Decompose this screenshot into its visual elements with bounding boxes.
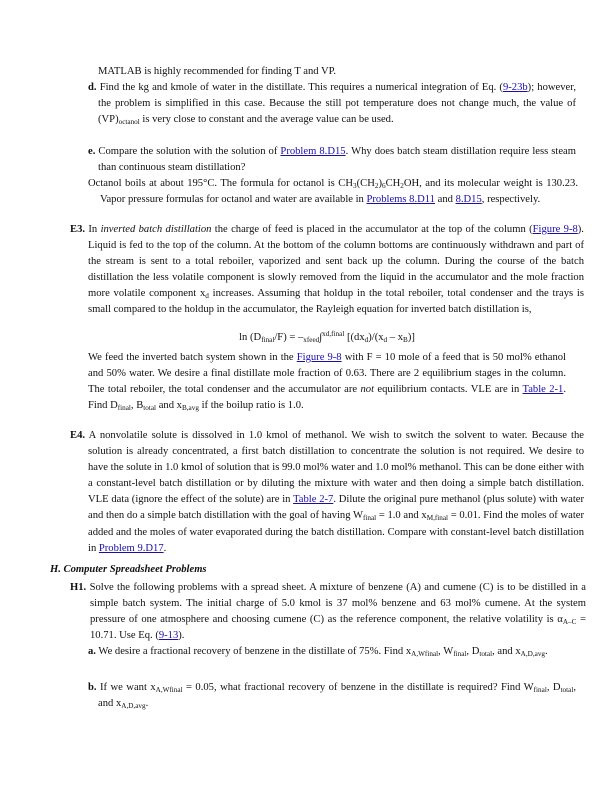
figure-9-8-link-2[interactable]: Figure 9-8 bbox=[296, 352, 342, 363]
eq-9-23b-link[interactable]: 9-23b bbox=[502, 82, 528, 93]
problem-e4: E4. A nonvolatile solute is dissolved in 1.0 kmol of methanol. We wish to switch the solvent to water. Because the solution is already concentrated, a first batch distillation to concentrate the solution is not required. We desire to have the solute in 1.0 kmol of solution that is 99.0 mol% water and 1.0 mol% methanol. This can be done either with a constant-level batch distillation or by diluting the mixture with water and then doing a simple batch distillation. VLE data (ignore the effect of the solute) are in Table 2-7. Dilute the original pure methanol (plus solute) with water and then do a simple batch distillation with the goal of having $W_{final} = 1.0$ and $x_{M,final} = 0.01$. Find the moles of water added and the moles of water evaporated during the batch distillation. Compare with constant-level batch distillation in Problem 9.D17. bbox=[70, 430, 584, 554]
figure-9-8-link[interactable]: Figure 9-8 bbox=[532, 224, 578, 235]
table-2-7-link[interactable]: Table 2-7 bbox=[293, 494, 334, 506]
feed-paragraph: We feed the inverted batch system shown in the Figure 9-8 with F = 10 mole of a feed that is 50 mol% ethanol and 50% water. We desire a final distillate mole fraction of 0.63. There are 2 equilibrium stages in the column. The total reboiler, the total condenser and the accumulator are not equilibrium contacts. VLE are in Table 2-1. Find $D_{final}$, $B_{total}$ and $x_{B,avg}$ if the boilup ratio is 1.0. bbox=[88, 352, 566, 413]
problem-8d15-link[interactable]: Problem 8.D15 bbox=[280, 146, 346, 157]
rayleigh-equation: $\ln (D_{final}/F) = -_{xfeed}\int^{xd,final}$ $[(dx_d)/(x_d - x_B)]$ bbox=[239, 330, 415, 344]
table-2-1-link[interactable]: Table 2-1 bbox=[522, 384, 564, 396]
item-h1b: b. If we want $x_{A,Wfinal} = 0.05$, what fractional recovery of benzene in the distillate is required? Find $W_{final}$, $D_{total}$, and $x_{A,D,avg}$. bbox=[88, 682, 576, 711]
problem-8d15-link-2[interactable]: 8.D15 bbox=[455, 194, 482, 206]
problem-e4-label: E4. bbox=[70, 430, 86, 441]
item-h1b-label: b. bbox=[88, 682, 97, 693]
matlab-note: MATLAB is highly recommended for finding T and VP. bbox=[98, 66, 337, 77]
octanol-paragraph: Octanol boils at about 195°C. The formula for octanol is $CH_3(CH_2)_6CH_2OH$, and its molecular weight is 130.23. Vapor pressure formulas for octanol and water are available in Problems 8.D11 and 8.D15, respectively. bbox=[88, 178, 578, 206]
problem-e3: E3. In inverted batch distillation the charge of feed is placed in the accumulator at the top of the column (Figure 9-8). Liquid is fed to the top of the column. At the bottom of the column bottoms are continuously withdrawn and part of the stream is sent to a total reboiler, vaporized and sent back up the column. During the course of the batch distillation the less volatile component is slowly removed from the liquid in the accumulator and the mole fraction more volatile component $x_d$ increases. Assuming that holdup in the total reboiler, total condenser and the trays is small compared to the holdup in the accumulator, the Rayleigh equation for inverted batch distillation is, bbox=[70, 224, 585, 316]
problems-8d11-link[interactable]: Problems 8.D11 bbox=[366, 194, 435, 206]
item-e: e. Compare the solution with the solution of Problem 8.D15. Why does batch steam distillation require less steam than continuous steam distillation? bbox=[88, 146, 576, 174]
item-h1a-label: a. bbox=[88, 646, 96, 657]
eq-9-13-link[interactable]: 9-13 bbox=[158, 630, 179, 642]
item-e-label: e. bbox=[88, 146, 96, 157]
item-h1a: a. We desire a fractional recovery of benzene in the distillate of 75%. Find $x_{A,Wfinal}$, $W_{final}$, $D_{total}$, and $x_{A,D,avg}$. bbox=[88, 646, 548, 658]
problem-h1-label: H1. bbox=[70, 582, 87, 593]
section-heading-h: H. Computer Spreadsheet Problems bbox=[50, 564, 207, 575]
problem-h1: H1. Solve the following problems with a spread sheet. A mixture of benzene (A) and cumene (C) is to be distilled in a simple batch system. The initial charge of 5.0 kmol is 37 mol% benzene and 63 mol% cumene. At the system pressure of one atmosphere and choosing cumene (C) as the reference component, the relative volatility is $\alpha_{A-C} = 10.71$. Use Eq. (9-13). bbox=[70, 582, 587, 642]
item-d: d. Find the kg and kmole of water in the distillate. This requires a numerical integration of Eq. (9-23b); however, the problem is simplified in this case. Because the still pot temperature does not change much, the value of $(VP)_{octanol}$ is very close to constant and the average value can be used. bbox=[88, 82, 576, 127]
item-d-label: d. bbox=[88, 82, 97, 93]
problem-e3-label: E3. bbox=[70, 224, 86, 235]
problem-9d17-link[interactable]: Problem 9.D17 bbox=[98, 542, 164, 554]
